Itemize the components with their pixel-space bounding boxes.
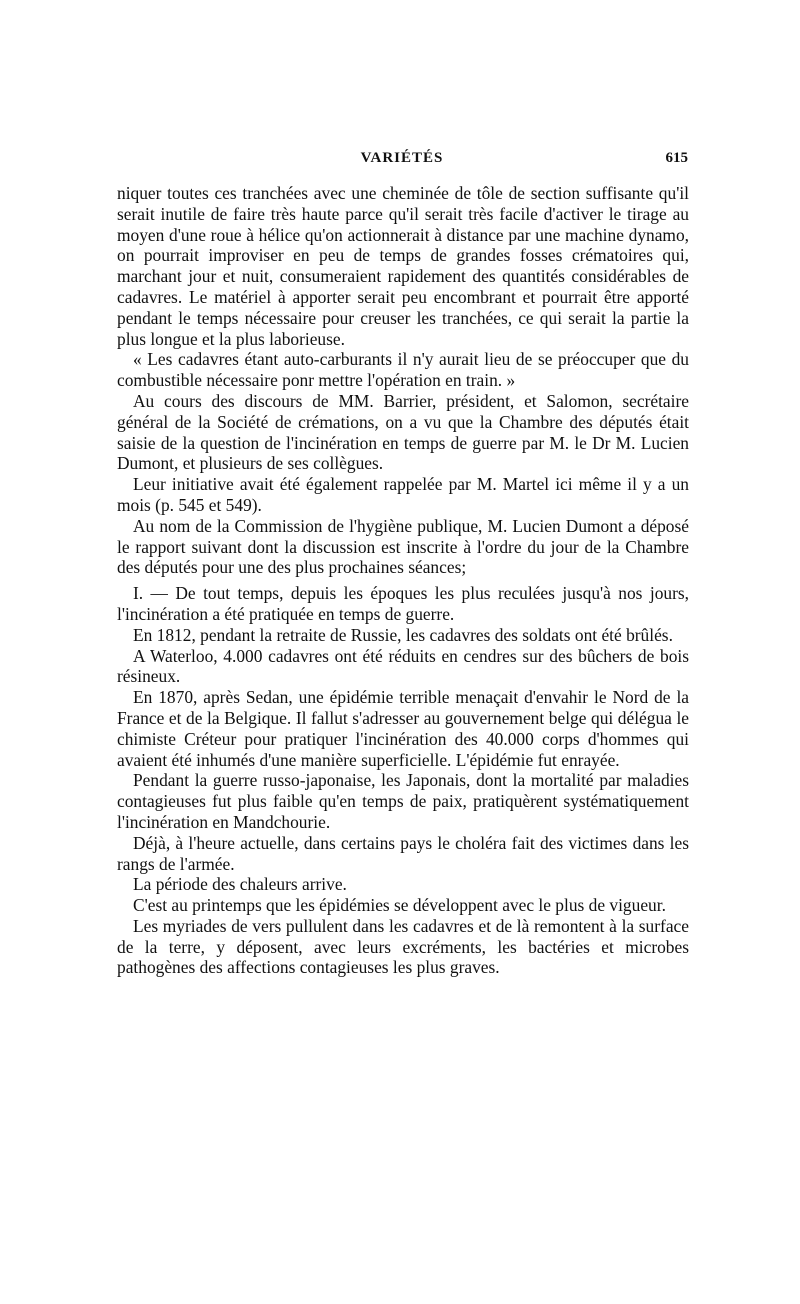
paragraph-waterloo: A Waterloo, 4.000 cadavres ont été réduits en cendres sur des bûchers de bois résineux. xyxy=(117,645,689,687)
paragraph-quote-close: « Les cadavres étant auto-carburants il n'y aurait lieu de se préoccuper que du combustible nécessaire ponr mettre l'opération en train. » xyxy=(117,349,689,391)
paragraph-section-one: I. — De tout temps, depuis les époques les plus reculées jusqu'à nos jours, l'incinération a été pratiquée en temps de guerre. xyxy=(117,583,689,624)
page-number: 615 xyxy=(665,150,688,166)
paragraph-1870: En 1870, après Sedan, une épidémie terrible menaçait d'envahir le Nord de la France et de la Belgique. Il fallut s'adresser au gouvernement belge qui délégua le chimiste Créteur pour pratiquer l'incinération des 40.000 corps d'hommes qui avaient été inhumés d'une manière superficielle. L'épidémie fut enrayée. xyxy=(117,687,689,770)
paragraph-chaleurs: La période des chaleurs arrive. xyxy=(133,874,347,895)
paragraph-initiative: Leur initiative avait été également rappelée par M. Martel ici même il y a un mois (p. 545 et 549). xyxy=(117,474,689,515)
paragraph-discours: Au cours des discours de MM. Barrier, président, et Salomon, secrétaire général de la Société de crémations, on a vu que la Chambre des députés était saisie de la question de l'incinération en temps de guerre par M. le Dr M. Lucien Dumont, et plusieurs de ses collègues. xyxy=(117,390,689,474)
paragraph-continuation: niquer toutes ces tranchées avec une cheminée de tôle de section suffisante qu'il serait inutile de faire très haute parce qu'il serait très facile d'activer le tirage au moyen d'une roue à hélice qu'on actionnerait à distance par une machine dynamo, on pourrait improviser en peu de temps de grandes fosses crématoires qui, marchant jour et nuit, consumeraient rapidement des quantités considérables de cadavres. Le matériel à apporter serait peu encombrant et pourrait être apporté pendant le temps nécessaire pour creuser les tranchées, ce qui serait la partie la plus longue et la plus laborieuse. xyxy=(117,183,689,349)
page-header xyxy=(116,150,688,172)
body-text xyxy=(117,183,689,978)
paragraph-russo-japonaise: Pendant la guerre russo-japonaise, les Japonais, dont la mortalité par maladies contagieuses fut plus faible qu'en temps de paix, pratiquèrent systématiquement l'incinération en Mandchourie. xyxy=(117,770,689,832)
paragraph-cholera: Déjà, à l'heure actuelle, dans certains pays le choléra fait des victimes dans les rangs de l'armée. xyxy=(117,832,689,874)
paragraph-myriades: Les myriades de vers pullulent dans les cadavres et de là remontent à la surface de la terre, y déposent, avec leurs excréments, les bactéries et microbes pathogènes des affections contagieuses les plus graves. xyxy=(117,915,689,978)
paragraph-commission: Au nom de la Commission de l'hygiène publique, M. Lucien Dumont a déposé le rapport suivant dont la discussion est inscrite à l'ordre du jour de la Chambre des députés pour une des plus prochaines séances; xyxy=(117,515,689,578)
paragraph-1812: En 1812, pendant la retraite de Russie, les cadavres des soldats ont été brûlés. xyxy=(133,624,673,645)
running-head: VARIÉTÉS xyxy=(360,150,444,166)
paragraph-printemps: C'est au printemps que les épidémies se développent avec le plus de vigueur. xyxy=(133,895,666,916)
